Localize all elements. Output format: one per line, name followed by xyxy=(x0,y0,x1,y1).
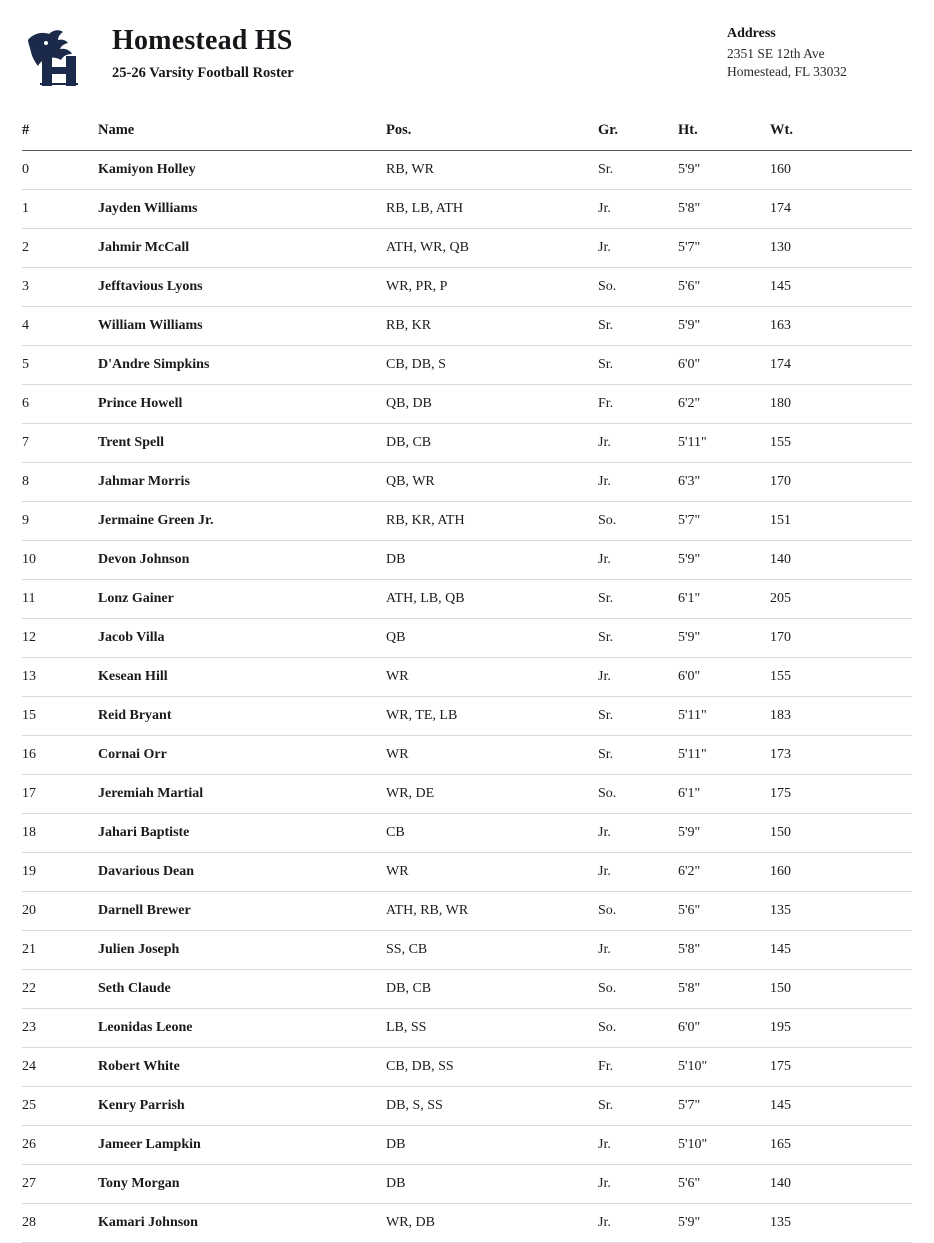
player-position: WR xyxy=(386,736,598,775)
player-grade: So. xyxy=(598,775,678,814)
player-grade: Sr. xyxy=(598,697,678,736)
player-weight: 135 xyxy=(770,892,912,931)
player-number: 4 xyxy=(22,307,98,346)
player-grade: Jr. xyxy=(598,658,678,697)
player-position: QB, DB xyxy=(386,385,598,424)
table-row xyxy=(22,424,912,463)
player-position: RB, LB, ATH xyxy=(386,190,598,229)
bronco-h-logo-icon xyxy=(22,26,88,88)
player-grade: Jr. xyxy=(598,814,678,853)
table-row xyxy=(22,307,912,346)
player-height: 5'9" xyxy=(678,1204,770,1243)
player-weight: 175 xyxy=(770,775,912,814)
table-row xyxy=(22,580,912,619)
table-row xyxy=(22,619,912,658)
player-position: RB, KR xyxy=(386,307,598,346)
player-position: CB, DB, SS xyxy=(386,1048,598,1087)
player-grade: Jr. xyxy=(598,424,678,463)
player-height: 6'2" xyxy=(678,385,770,424)
player-weight: 173 xyxy=(770,736,912,775)
player-grade: Sr. xyxy=(598,619,678,658)
player-position: WR, DB xyxy=(386,1204,598,1243)
player-height: 5'10" xyxy=(678,1048,770,1087)
player-position: WR, DE xyxy=(386,775,598,814)
roster-subtitle: 25-26 Varsity Football Roster xyxy=(112,64,294,81)
table-header-row xyxy=(22,122,912,151)
player-position: RB, KR, ATH xyxy=(386,502,598,541)
player-number: 27 xyxy=(22,1165,98,1204)
player-position: DB, CB xyxy=(386,970,598,1009)
player-height: 6'0" xyxy=(678,1009,770,1048)
table-row xyxy=(22,346,912,385)
player-position: CB xyxy=(386,814,598,853)
player-position: DB xyxy=(386,541,598,580)
player-grade: Jr. xyxy=(598,541,678,580)
roster-table xyxy=(22,122,912,1243)
player-number: 28 xyxy=(22,1204,98,1243)
player-height: 5'11" xyxy=(678,697,770,736)
player-weight: 160 xyxy=(770,853,912,892)
player-height: 5'9" xyxy=(678,619,770,658)
player-name: Seth Claude xyxy=(98,970,386,1009)
player-grade: So. xyxy=(598,502,678,541)
table-row xyxy=(22,1048,912,1087)
player-weight: 145 xyxy=(770,1087,912,1126)
player-number: 25 xyxy=(22,1087,98,1126)
table-row xyxy=(22,736,912,775)
player-name: Jahari Baptiste xyxy=(98,814,386,853)
player-number: 17 xyxy=(22,775,98,814)
player-grade: Sr. xyxy=(598,1087,678,1126)
player-number: 12 xyxy=(22,619,98,658)
player-height: 5'6" xyxy=(678,1165,770,1204)
player-position: WR, PR, P xyxy=(386,268,598,307)
player-number: 22 xyxy=(22,970,98,1009)
player-weight: 160 xyxy=(770,151,912,190)
player-height: 5'9" xyxy=(678,307,770,346)
player-weight: 135 xyxy=(770,1204,912,1243)
table-row xyxy=(22,1204,912,1243)
player-position: RB, WR xyxy=(386,151,598,190)
player-height: 5'6" xyxy=(678,892,770,931)
player-grade: Fr. xyxy=(598,385,678,424)
player-height: 5'7" xyxy=(678,229,770,268)
player-weight: 130 xyxy=(770,229,912,268)
table-row xyxy=(22,931,912,970)
player-grade: Sr. xyxy=(598,346,678,385)
player-name: Trent Spell xyxy=(98,424,386,463)
player-position: DB, CB xyxy=(386,424,598,463)
player-grade: Jr. xyxy=(598,1126,678,1165)
player-name: Robert White xyxy=(98,1048,386,1087)
address-line-2: Homestead, FL 33032 xyxy=(727,64,847,80)
player-grade: Jr. xyxy=(598,931,678,970)
player-name: Devon Johnson xyxy=(98,541,386,580)
player-name: Davarious Dean xyxy=(98,853,386,892)
player-height: 5'9" xyxy=(678,814,770,853)
player-name: Tony Morgan xyxy=(98,1165,386,1204)
table-row xyxy=(22,775,912,814)
player-weight: 150 xyxy=(770,970,912,1009)
player-weight: 150 xyxy=(770,814,912,853)
player-name: Kamari Johnson xyxy=(98,1204,386,1243)
table-row xyxy=(22,970,912,1009)
player-number: 1 xyxy=(22,190,98,229)
player-grade: Fr. xyxy=(598,1048,678,1087)
title-block xyxy=(112,22,727,82)
player-position: WR, TE, LB xyxy=(386,697,598,736)
address-block xyxy=(727,22,912,81)
player-name: Lonz Gainer xyxy=(98,580,386,619)
player-number: 6 xyxy=(22,385,98,424)
page-title: Homestead HS xyxy=(112,25,293,56)
player-weight: 151 xyxy=(770,502,912,541)
player-height: 5'7" xyxy=(678,1087,770,1126)
address-label: Address xyxy=(727,26,776,41)
player-number: 21 xyxy=(22,931,98,970)
player-number: 13 xyxy=(22,658,98,697)
address-line-1: 2351 SE 12th Ave xyxy=(727,46,825,61)
player-name: Jameer Lampkin xyxy=(98,1126,386,1165)
table-row xyxy=(22,892,912,931)
player-number: 9 xyxy=(22,502,98,541)
player-grade: Sr. xyxy=(598,151,678,190)
player-height: 6'1" xyxy=(678,775,770,814)
player-name: Julien Joseph xyxy=(98,931,386,970)
player-name: Jefftavious Lyons xyxy=(98,268,386,307)
player-position: QB, WR xyxy=(386,463,598,502)
player-name: Cornai Orr xyxy=(98,736,386,775)
player-height: 6'3" xyxy=(678,463,770,502)
player-position: DB xyxy=(386,1126,598,1165)
player-height: 5'10" xyxy=(678,1126,770,1165)
player-height: 5'11" xyxy=(678,736,770,775)
player-position: ATH, RB, WR xyxy=(386,892,598,931)
player-position: SS, CB xyxy=(386,931,598,970)
player-position: ATH, WR, QB xyxy=(386,229,598,268)
player-grade: Jr. xyxy=(598,1204,678,1243)
player-number: 2 xyxy=(22,229,98,268)
player-weight: 145 xyxy=(770,268,912,307)
table-row xyxy=(22,853,912,892)
table-row xyxy=(22,463,912,502)
player-number: 10 xyxy=(22,541,98,580)
player-position: CB, DB, S xyxy=(386,346,598,385)
player-number: 11 xyxy=(22,580,98,619)
table-row xyxy=(22,1087,912,1126)
column-header-weight: Wt. xyxy=(770,122,912,151)
player-name: Darnell Brewer xyxy=(98,892,386,931)
player-weight: 140 xyxy=(770,541,912,580)
player-weight: 174 xyxy=(770,190,912,229)
player-weight: 205 xyxy=(770,580,912,619)
player-name: Jeremiah Martial xyxy=(98,775,386,814)
column-header-position: Pos. xyxy=(386,122,598,151)
player-grade: Jr. xyxy=(598,463,678,502)
table-body xyxy=(22,151,912,1243)
player-name: Jahmir McCall xyxy=(98,229,386,268)
player-grade: So. xyxy=(598,970,678,1009)
player-name: William Williams xyxy=(98,307,386,346)
player-name: D'Andre Simpkins xyxy=(98,346,386,385)
player-position: LB, SS xyxy=(386,1009,598,1048)
player-height: 5'9" xyxy=(678,541,770,580)
table-row xyxy=(22,229,912,268)
player-height: 5'11" xyxy=(678,424,770,463)
player-name: Kenry Parrish xyxy=(98,1087,386,1126)
player-grade: Sr. xyxy=(598,580,678,619)
table-header xyxy=(22,122,912,151)
player-number: 8 xyxy=(22,463,98,502)
player-weight: 195 xyxy=(770,1009,912,1048)
player-name: Leonidas Leone xyxy=(98,1009,386,1048)
table-row xyxy=(22,814,912,853)
player-number: 5 xyxy=(22,346,98,385)
table-row xyxy=(22,1009,912,1048)
player-weight: 170 xyxy=(770,619,912,658)
player-grade: So. xyxy=(598,1009,678,1048)
player-name: Prince Howell xyxy=(98,385,386,424)
column-header-grade: Gr. xyxy=(598,122,678,151)
player-name: Jermaine Green Jr. xyxy=(98,502,386,541)
player-height: 5'9" xyxy=(678,151,770,190)
player-number: 3 xyxy=(22,268,98,307)
player-weight: 174 xyxy=(770,346,912,385)
player-number: 20 xyxy=(22,892,98,931)
player-weight: 183 xyxy=(770,697,912,736)
player-height: 5'7" xyxy=(678,502,770,541)
player-grade: Sr. xyxy=(598,307,678,346)
player-height: 5'8" xyxy=(678,931,770,970)
player-weight: 145 xyxy=(770,931,912,970)
player-number: 23 xyxy=(22,1009,98,1048)
table-row xyxy=(22,541,912,580)
player-position: ATH, LB, QB xyxy=(386,580,598,619)
table-row xyxy=(22,268,912,307)
player-name: Kesean Hill xyxy=(98,658,386,697)
player-height: 5'8" xyxy=(678,970,770,1009)
player-position: DB, S, SS xyxy=(386,1087,598,1126)
roster-table-wrap xyxy=(22,122,912,1243)
player-number: 19 xyxy=(22,853,98,892)
player-name: Reid Bryant xyxy=(98,697,386,736)
player-height: 6'2" xyxy=(678,853,770,892)
player-name: Jayden Williams xyxy=(98,190,386,229)
player-grade: So. xyxy=(598,268,678,307)
player-height: 6'0" xyxy=(678,658,770,697)
player-height: 6'0" xyxy=(678,346,770,385)
column-header-name: Name xyxy=(98,122,386,151)
player-weight: 170 xyxy=(770,463,912,502)
player-number: 26 xyxy=(22,1126,98,1165)
player-height: 5'6" xyxy=(678,268,770,307)
player-number: 7 xyxy=(22,424,98,463)
table-row xyxy=(22,658,912,697)
player-number: 24 xyxy=(22,1048,98,1087)
player-grade: Sr. xyxy=(598,736,678,775)
table-row xyxy=(22,385,912,424)
column-header-height: Ht. xyxy=(678,122,770,151)
table-row xyxy=(22,502,912,541)
column-header-number: # xyxy=(22,122,98,151)
player-grade: Jr. xyxy=(598,190,678,229)
player-weight: 175 xyxy=(770,1048,912,1087)
player-weight: 180 xyxy=(770,385,912,424)
player-position: QB xyxy=(386,619,598,658)
player-name: Jahmar Morris xyxy=(98,463,386,502)
table-row xyxy=(22,151,912,190)
player-weight: 140 xyxy=(770,1165,912,1204)
player-number: 0 xyxy=(22,151,98,190)
player-weight: 155 xyxy=(770,658,912,697)
player-position: DB xyxy=(386,1165,598,1204)
player-grade: Jr. xyxy=(598,229,678,268)
table-row xyxy=(22,1126,912,1165)
player-number: 18 xyxy=(22,814,98,853)
player-grade: Jr. xyxy=(598,853,678,892)
table-row xyxy=(22,697,912,736)
player-number: 16 xyxy=(22,736,98,775)
player-grade: Jr. xyxy=(598,1165,678,1204)
player-position: WR xyxy=(386,853,598,892)
player-height: 6'1" xyxy=(678,580,770,619)
table-row xyxy=(22,190,912,229)
player-number: 15 xyxy=(22,697,98,736)
player-grade: So. xyxy=(598,892,678,931)
player-weight: 163 xyxy=(770,307,912,346)
player-name: Kamiyon Holley xyxy=(98,151,386,190)
player-name: Jacob Villa xyxy=(98,619,386,658)
player-weight: 165 xyxy=(770,1126,912,1165)
table-row xyxy=(22,1165,912,1204)
player-height: 5'8" xyxy=(678,190,770,229)
page-header xyxy=(22,18,912,88)
player-position: WR xyxy=(386,658,598,697)
player-weight: 155 xyxy=(770,424,912,463)
